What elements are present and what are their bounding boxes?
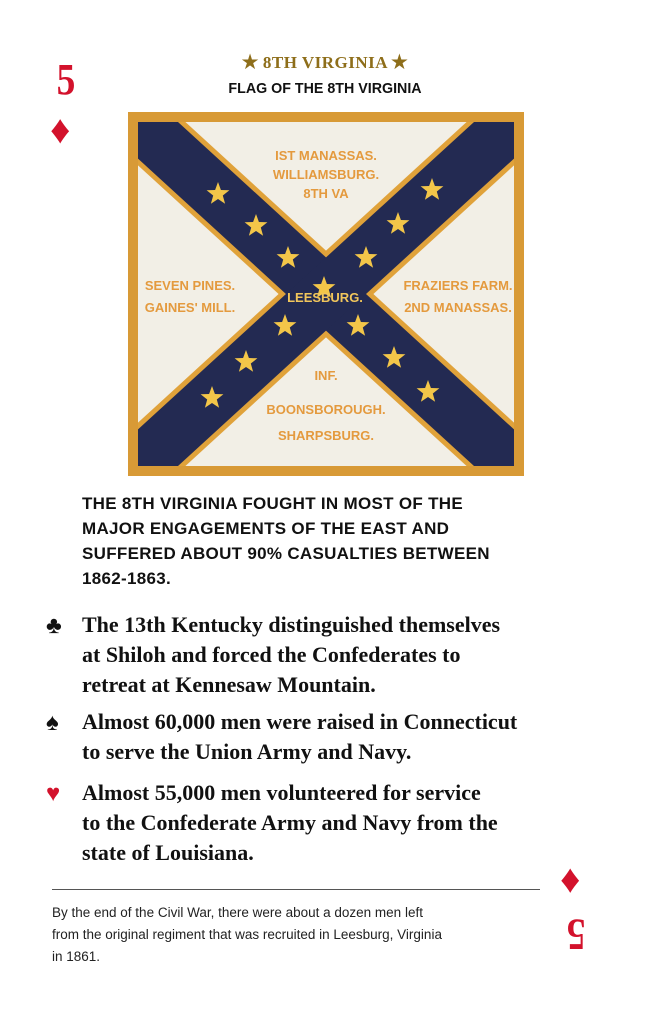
caption-line: MAJOR ENGAGEMENTS OF THE EAST AND [82, 519, 450, 538]
fact-line: to the Confederate Army and Navy from the [82, 810, 498, 835]
flag-bottom-line-2: BOONSBOROUGH. [266, 402, 386, 417]
caption-line: 1862-1863. [82, 569, 172, 588]
spade-icon: ♠ [46, 710, 59, 736]
fact-line: Almost 60,000 men were raised in Connecticut [82, 709, 518, 734]
fact-line: Almost 55,000 men volunteered for service [82, 780, 481, 805]
star-icon: ✭ [242, 52, 259, 72]
footnote-divider [52, 889, 540, 890]
flag-left-line-2: GAINES' MILL. [144, 300, 236, 315]
club-icon: ♣ [46, 613, 62, 639]
fact-text [82, 778, 582, 868]
flag-right-line-1: FRAZIERS FARM. [403, 278, 513, 293]
diamond-icon: ♦ [560, 860, 581, 905]
fact-line: The 13th Kentucky distinguished themselves [82, 612, 501, 637]
card-title: FLAG OF THE 8TH VIRGINIA [228, 80, 422, 97]
footnote-line: from the original regiment that was recruited in Leesburg, Virginia [52, 927, 442, 942]
subtitle-text: 8TH VIRGINIA [262, 53, 388, 72]
flag-caption [82, 491, 582, 591]
caption-line: SUFFERED ABOUT 90% CASUALTIES BETWEEN [82, 544, 490, 563]
flag-top-line-1: IST MANASSAS. [275, 148, 377, 163]
diamond-icon: ♦ [50, 107, 71, 152]
footnote [52, 902, 542, 968]
card-subtitle [0, 52, 650, 73]
fact-line: retreat at Kennesaw Mountain. [82, 672, 376, 697]
card-rank-bottom-right: 5 [566, 910, 586, 959]
footnote-line: in 1861. [52, 949, 101, 964]
flag-bottom-line-3: SHARPSBURG. [277, 428, 375, 443]
flag-illustration [128, 112, 524, 476]
card-rank-top-left: 5 [56, 55, 76, 104]
flag-top-line-2: WILLIAMSBURG. [272, 167, 380, 182]
flag-right-line-2: 2ND MANASSAS. [404, 300, 512, 315]
fact-line: to serve the Union Army and Navy. [82, 739, 412, 764]
flag-top-line-3: 8TH VA [303, 186, 349, 201]
flag-center-text: LEESBURG. [287, 290, 363, 305]
fact-line: state of Louisiana. [82, 840, 254, 865]
flag-left-line-1: SEVEN PINES. [144, 278, 236, 293]
footnote-line: By the end of the Civil War, there were about a dozen men left [52, 905, 423, 920]
flag-bottom-line-1: INF. [314, 368, 338, 383]
fact-text [82, 707, 582, 767]
caption-line: THE 8TH VIRGINIA FOUGHT IN MOST OF THE [82, 494, 463, 513]
star-icon: ✭ [391, 52, 408, 72]
fact-line: at Shiloh and forced the Confederates to [82, 642, 461, 667]
heart-icon: ♥ [46, 781, 61, 807]
fact-text [82, 610, 582, 700]
